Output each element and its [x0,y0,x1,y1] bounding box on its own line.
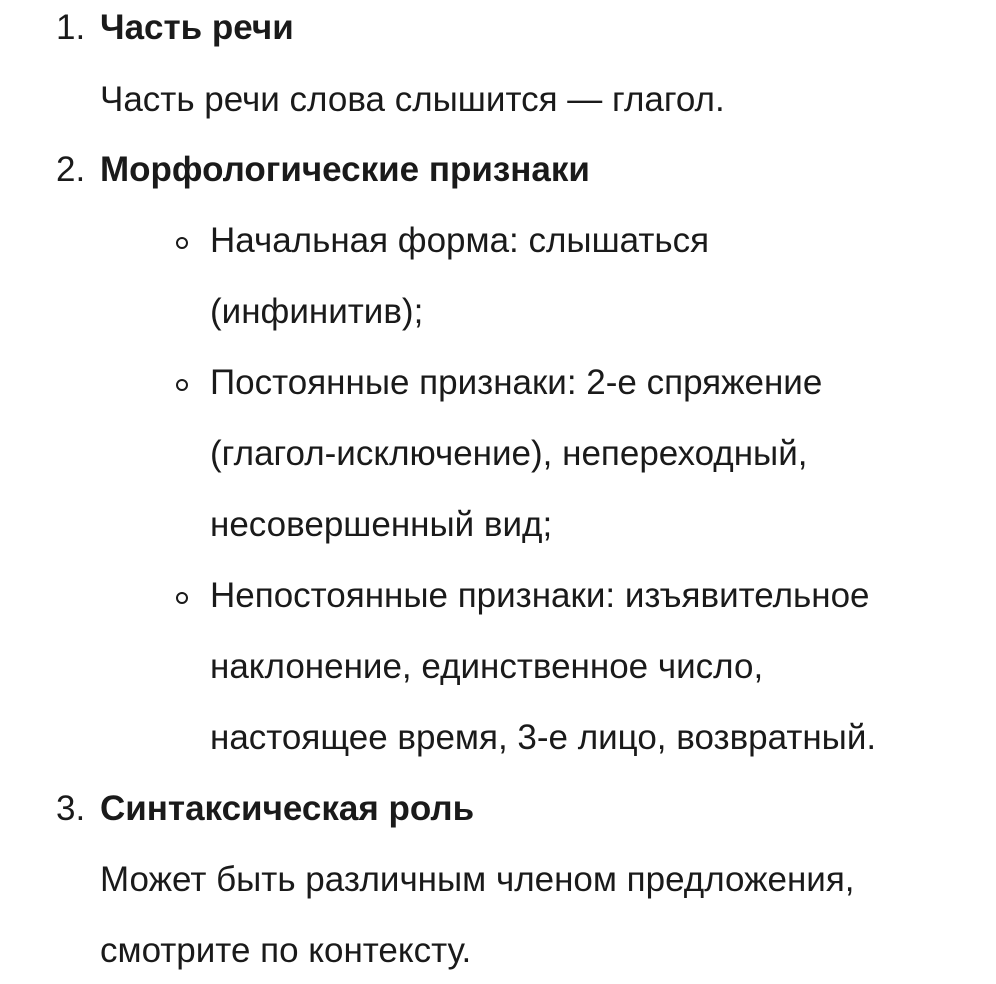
bullet-text-line: Постоянные признаки: 2-е спряжение [210,363,823,402]
circle-bullet-icon [176,592,188,604]
bullet-text-line: (инфинитив); [210,292,424,331]
section-text-line: Может быть различным членом предложения, [100,860,855,899]
circle-bullet-icon [176,379,188,391]
bullet-text-line: несовершенный вид; [210,505,553,544]
section-number: 3. [56,789,86,828]
bullet-text-line: (глагол-исключение), непереходный, [210,434,808,473]
section-text-line: смотрите по контексту. [100,931,472,970]
bullet-text-line: Начальная форма: слышаться [210,221,710,260]
section-number: 2. [56,150,86,189]
section-number: 1. [56,8,86,47]
section-heading: Морфологические признаки [100,150,590,189]
bullet-text-line: Непостоянные признаки: изъявительное [210,576,870,615]
bullet-text-line: настоящее время, 3-е лицо, возвратный. [210,718,877,757]
bullet-text-line: наклонение, единственное число, [210,647,764,686]
section-text-line: Часть речи слова слышится — глагол. [100,80,725,119]
section-heading: Синтаксическая роль [100,789,475,828]
circle-bullet-icon [176,237,188,249]
section-heading: Часть речи [100,8,294,47]
